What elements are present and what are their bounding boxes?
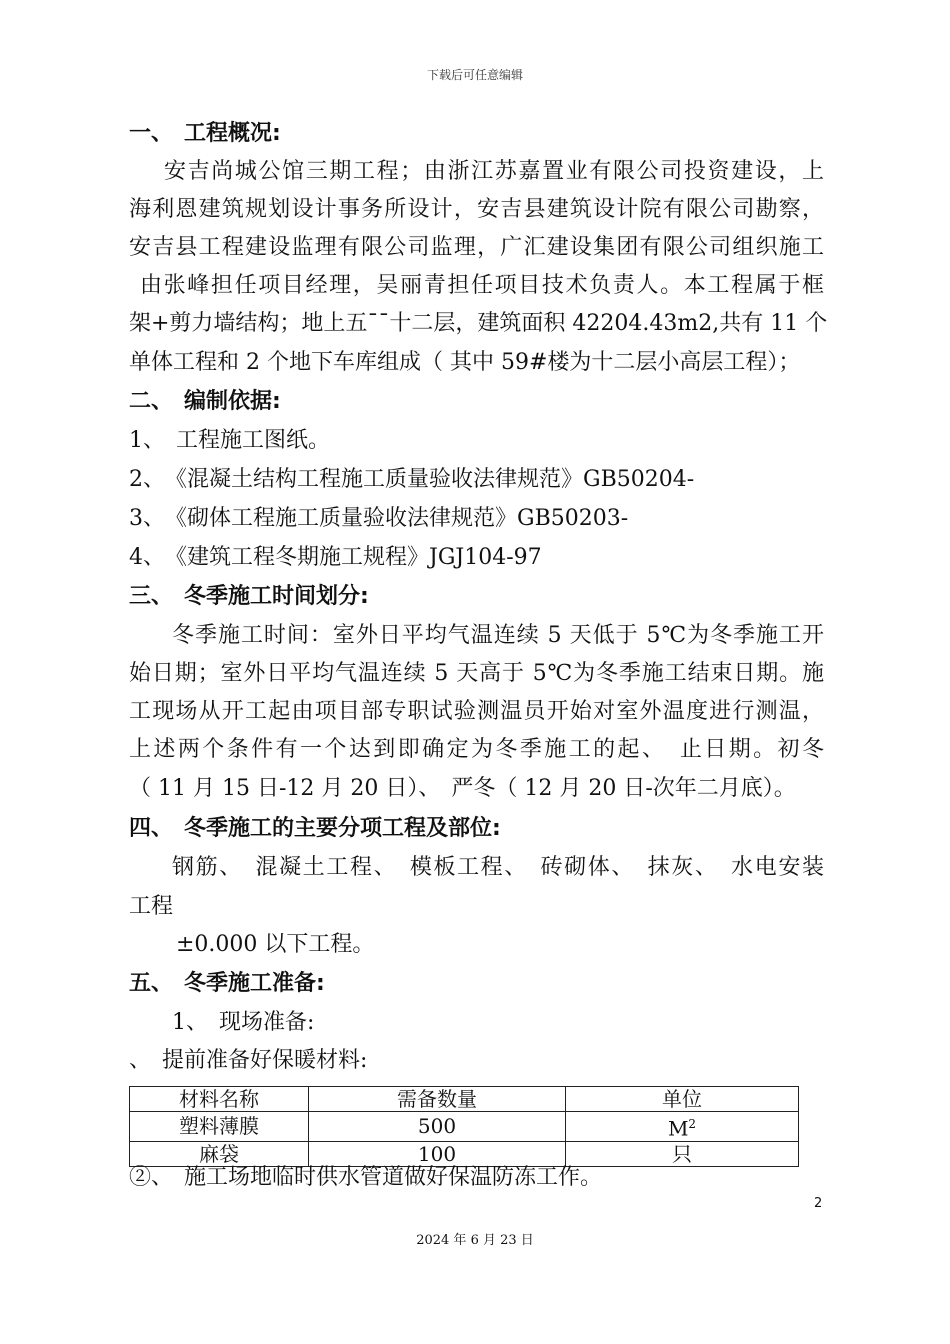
section-heading-schedule: 三、 冬季施工时间划分: (129, 584, 369, 609)
paragraph-line: 钢筋、 混凝土工程、 模板工程、 砖砌体、 抹灰、 水电安装 (172, 855, 824, 880)
table-row (130, 1112, 799, 1142)
paragraph-line: ±0.000 以下工程。 (176, 932, 375, 957)
table-header-cell: 材料名称 (130, 1087, 309, 1112)
table-header-cell: 需备数量 (309, 1087, 566, 1112)
paragraph-line: 工程 (129, 894, 174, 919)
paragraph-line: 由张峰担任项目经理，吴丽青担任项目技术负责人。本工程属于框 (140, 273, 824, 298)
sub-heading: 、 提前准备好保暖材料: (129, 1048, 368, 1073)
table-header-row (130, 1087, 799, 1112)
paragraph-line: 安吉县工程建设监理有限公司监理，广汇建设集团有限公司组织施工 (129, 235, 824, 260)
list-item: 3、 《砌体工程施工质量验收法律规范》GB50203- (129, 506, 629, 531)
paragraph-line: 海利恩建筑规划设计事务所设计，安吉县建筑设计院有限公司勘察， (129, 197, 824, 222)
sub-heading: 1、 现场准备: (172, 1010, 315, 1035)
paragraph-line: 架+剪力墙结构；地上五¯¯十二层，建筑面积 42204.43m2,共有 11 个 (129, 311, 828, 336)
table-cell: 只 (566, 1141, 799, 1166)
list-item: 2、 《混凝土结构工程施工质量验收法律规范》GB50204- (129, 467, 695, 492)
paragraph-line: 上述两个条件有一个达到即确定为冬季施工的起、 止日期。初冬 (129, 737, 824, 762)
section-heading-overview: 一、 工程概况: (129, 121, 281, 146)
section-heading-preparation: 五、 冬季施工准备: (129, 971, 325, 996)
paragraph-line: 冬季施工时间：室外日平均气温连续 5 天低于 5℃为冬季施工开 (172, 623, 824, 648)
materials-table (129, 1086, 799, 1167)
table-cell: 麻袋 (130, 1141, 309, 1166)
unit-text: M (667, 1116, 689, 1141)
section-heading-items: 四、 冬季施工的主要分项工程及部位: (129, 816, 501, 841)
footer-date: 2024 年 6 月 23 日 (416, 1233, 534, 1248)
table-cell: 500 (309, 1112, 566, 1142)
paragraph-line: （ 11 月 15 日-12 月 20 日）、 严冬（ 12 月 20 日-次年二月底）。 (129, 776, 796, 801)
unit-superscript: 2 (688, 1117, 697, 1131)
paragraph-line: 安吉尚城公馆三期工程；由浙江苏嘉置业有限公司投资建设，上 (164, 159, 824, 184)
paragraph-line: 始日期；室外日平均气温连续 5 天高于 5℃为冬季施工结束日期。施 (129, 661, 824, 686)
header-note: 下载后可任意编辑 (426, 68, 523, 82)
paragraph-line: ②、 施工场地临时供水管道做好保温防冻工作。 (129, 1165, 603, 1190)
table-cell: 塑料薄膜 (130, 1112, 309, 1142)
table-header-cell: 单位 (566, 1087, 799, 1112)
page-number: 2 (814, 1196, 823, 1211)
paragraph-line: 单体工程和 2 个地下车库组成（ 其中 59#楼为十二层小高层工程）； (129, 350, 801, 375)
paragraph-line: 工现场从开工起由项目部专职试验测温员开始对室外温度进行测温， (129, 699, 824, 724)
list-item: 1、 工程施工图纸。 (129, 428, 330, 453)
section-heading-basis: 二、 编制依据: (129, 389, 281, 414)
table-cell: 100 (309, 1141, 566, 1166)
list-item: 4、 《建筑工程冬期施工规程》JGJ104-97 (129, 545, 542, 570)
table-cell (566, 1112, 799, 1142)
